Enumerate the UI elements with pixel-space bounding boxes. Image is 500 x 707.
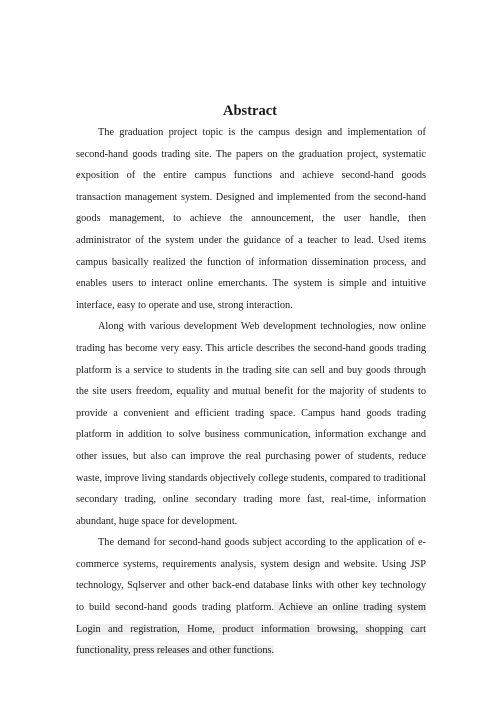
abstract-body bbox=[76, 122, 426, 662]
abstract-paragraph-1: The graduation project topic is the campus design and implementation of second-hand goods trading site. The papers on the graduation project, systematic exposition of the entire campus functions and achieve second-hand goods transaction management system. Designed and implemented from the second-hand goods management, to achieve the announcement, the user handle, then administrator of the system under the guidance of a teacher to lead. Used items campus basically realized the function of information dissemination process, and enables users to interact online emerchants. The system is simple and intuitive interface, easy to operate and use, strong interaction. bbox=[76, 127, 426, 311]
abstract-paragraph-2: Along with various development Web development technologies, now online trading has become very easy. This article describes the second-hand goods trading platform is a service to students in the trading site can sell and buy goods through the site users freedom, equality and mutual benefit for the majority of students to provide a convenient and efficient trading space. Campus hand goods trading platform in addition to solve business communication, information exchange and other issues, but also can improve the real purchasing power of students, reduce waste, improve living standards objectively college students, compared to traditional secondary trading, online secondary trading more fast, real-time, information abundant, huge space for development. bbox=[76, 321, 426, 527]
abstract-paragraph-3-text: The demand for second-hand goods subject according to the application of e-commerce systems, requirements analysis, system design and website. Using JSP technology, Sqlserver and other back-end database links with other key technology to build second-hand goods trading platform. bbox=[76, 537, 426, 614]
abstract-title: Abstract bbox=[223, 103, 277, 119]
abstract-paragraph-3-highlighted-text: Achieve an online trading system Login and registration, Home, product information browsing, shopping cart functionality, press releases and other functions. bbox=[76, 602, 426, 657]
abstract-paragraph-3 bbox=[76, 532, 426, 662]
